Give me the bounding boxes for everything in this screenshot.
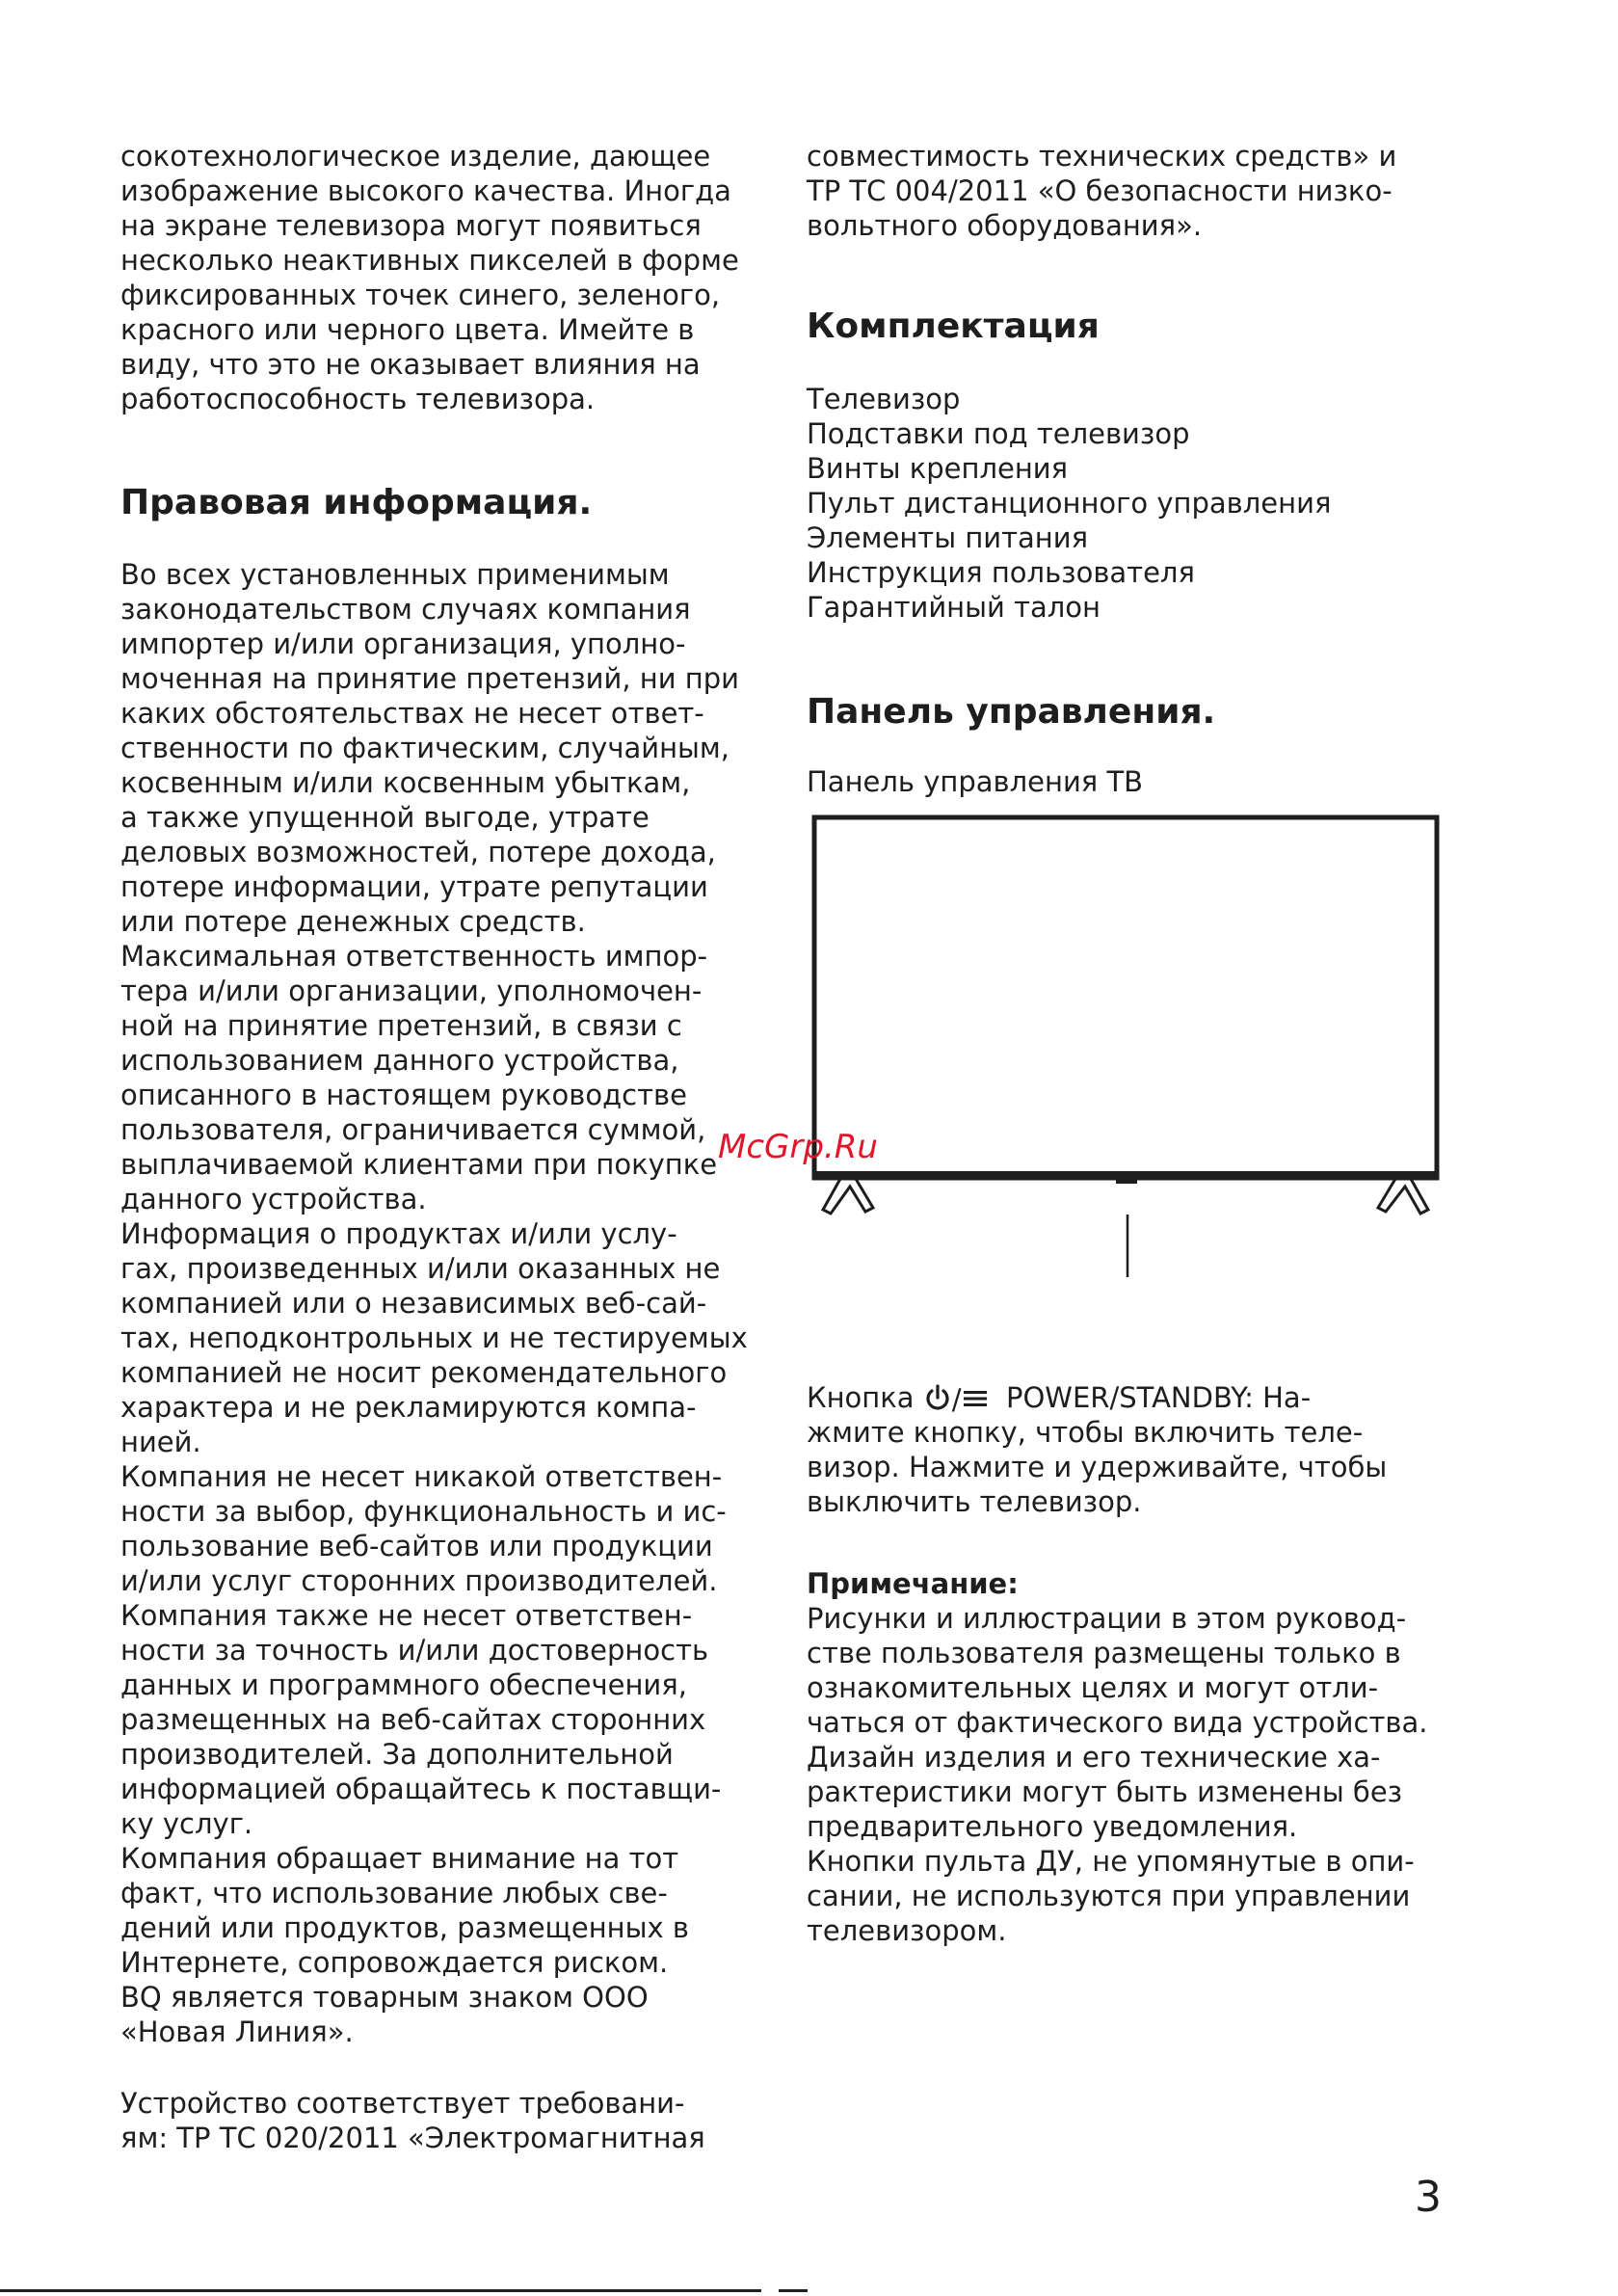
text-line: красного или черного цвета. Имейте в	[120, 313, 695, 346]
page-number: 3	[1415, 2173, 1442, 2222]
text-line: телевизором.	[807, 1914, 1007, 1947]
text-line: Максимальная ответственность импор-	[120, 940, 708, 973]
text-line: информацией обращайтесь к поставщи-	[120, 1773, 722, 1805]
text-line: размещенных на веб-сайтах сторонних	[120, 1703, 706, 1736]
button-line-first	[807, 1380, 1472, 1415]
kit-heading: Комплектация	[807, 307, 1100, 346]
text-line: предварительного уведомления.	[807, 1810, 1298, 1843]
watermark: McGrp.Ru	[718, 1128, 878, 1166]
text-line: выключить телевизор.	[807, 1485, 1142, 1518]
text-line: ям: ТР ТС 020/2011 «Электромагнитная	[120, 2122, 705, 2154]
kit-item: Пульт дистанционного управления	[807, 487, 1332, 520]
button-desc-first: POWER/STANDBY: На-	[1005, 1381, 1312, 1414]
text-line: или потере денежных средств.	[120, 905, 586, 938]
text-line: вольтного оборудования».	[807, 209, 1203, 242]
legal-heading: Правовая информация.	[120, 483, 593, 522]
text-line: фиксированных точек синего, зеленого,	[120, 279, 721, 311]
text-line: виду, что это не оказывает влияния на	[120, 348, 701, 381]
text-line: выплачиваемой клиентами при покупке	[120, 1148, 718, 1181]
text-line: жмите кнопку, чтобы включить теле-	[807, 1416, 1364, 1449]
button-separator: /	[951, 1383, 962, 1416]
button-description	[807, 1380, 1472, 1519]
text-line: потере информации, утрате репутации	[120, 870, 708, 903]
button-prefix: Кнопка	[807, 1381, 915, 1414]
legal-paragraph	[120, 557, 776, 2049]
button-icons	[923, 1382, 989, 1417]
text-line: гах, произведенных и/или оказанных не	[120, 1252, 721, 1285]
text-line: характера и не рекламируются компа-	[120, 1391, 697, 1424]
text-line: Рисунки и иллюстрации в этом руковод-	[807, 1602, 1407, 1635]
text-line: Информация о продуктах и/или услу-	[120, 1217, 677, 1250]
text-line: Компания обращает внимание на тот	[120, 1842, 679, 1875]
tv-screen-frame	[814, 817, 1437, 1178]
text-line: моченная на принятие претензий, ни при	[120, 662, 740, 695]
compliance-paragraph	[120, 2086, 776, 2155]
footer-rule	[0, 2289, 761, 2292]
note-heading: Примечание:	[807, 1567, 1019, 1600]
text-line: пользование веб-сайтов или продукции	[120, 1530, 713, 1562]
text-line: дений или продуктов, размещенных в	[120, 1911, 689, 1944]
text-line: производителей. За дополнительной	[120, 1738, 674, 1771]
text-line: пользователя, ограничивается суммой,	[120, 1113, 706, 1146]
text-line: законодательством случаях компания	[120, 593, 691, 626]
text-line: несколько неактивных пикселей в форме	[120, 244, 739, 277]
text-line: факт, что использование любых све-	[120, 1877, 668, 1909]
text-line: рактеристики могут быть изменены без	[807, 1775, 1403, 1808]
text-line: Во всех установленных применимым	[120, 558, 670, 591]
text-line: визор. Нажмите и удерживайте, чтобы	[807, 1451, 1388, 1483]
tv-stand-left	[823, 1179, 873, 1214]
kit-item: Винты крепления	[807, 452, 1069, 485]
text-line: использованием данного устройства,	[120, 1044, 679, 1077]
text-line: тах, неподконтрольных и не тестируемых	[120, 1322, 748, 1354]
text-line: сокотехнологическое изделие, дающее	[120, 140, 711, 173]
text-line: ной на принятие претензий, в связи с	[120, 1009, 682, 1042]
tv-stand-right	[1378, 1179, 1428, 1214]
tv-ir-sensor	[1116, 1179, 1137, 1184]
text-line: деловых возможностей, потере дохода,	[120, 836, 716, 868]
kit-item: Телевизор	[807, 383, 961, 415]
text-line: BQ является товарным знаком ООО	[120, 1981, 649, 2014]
panel-caption-text: Панель управления ТВ	[807, 765, 1144, 798]
panel-caption	[807, 764, 1143, 799]
text-line: а также упущенной выгоде, утрате	[120, 801, 650, 834]
kit-item: Инструкция пользователя	[807, 556, 1195, 589]
text-line: Кнопки пульта ДУ, не упомянутые в опи-	[807, 1845, 1415, 1878]
tv-illustration	[811, 814, 1447, 1277]
power-icon	[923, 1384, 952, 1413]
text-line: описанного в настоящем руководстве	[120, 1079, 687, 1111]
text-line: ственности по фактическим, случайным,	[120, 732, 730, 764]
text-line: ности за точность и/или достоверность	[120, 1634, 709, 1667]
kit-item: Подставки под телевизор	[807, 417, 1190, 450]
intro-paragraph	[120, 139, 739, 416]
panel-heading: Панель управления.	[807, 692, 1216, 732]
text-line: каких обстоятельствах не несет ответ-	[120, 697, 704, 730]
text-line: данных и программного обеспечения,	[120, 1669, 687, 1701]
text-line: косвенным и/или косвенным убыткам,	[120, 766, 691, 799]
text-line: Интернете, сопровождается риском.	[120, 1946, 669, 1979]
text-line: компанией не носит рекомендательного	[120, 1356, 728, 1389]
note-paragraph	[807, 1601, 1472, 1948]
text-line: и/или услуг сторонних производителей.	[120, 1564, 718, 1597]
text-line: ознакомительных целях и могут отли-	[807, 1671, 1379, 1704]
text-line: «Новая Линия».	[120, 2016, 354, 2048]
text-line: Компания также не несет ответствен-	[120, 1599, 693, 1632]
text-line: данного устройства.	[120, 1183, 427, 1215]
text-line: тера и/или организации, уполномочен-	[120, 974, 703, 1007]
text-line: сании, не используются при управлении	[807, 1880, 1411, 1912]
menu-icon	[962, 1385, 989, 1412]
text-line: компанией или о независимых веб-сай-	[120, 1287, 707, 1320]
footer-rule-short	[779, 2289, 808, 2292]
text-line: работоспособность телевизора.	[120, 383, 596, 415]
text-line: совместимость технических средств» и	[807, 140, 1397, 173]
text-line: нией.	[120, 1426, 201, 1458]
text-line: стве пользователя размещены только в	[807, 1637, 1401, 1669]
text-line: на экране телевизора могут появиться	[120, 209, 702, 242]
text-line: ности за выбор, функциональность и ис-	[120, 1495, 727, 1528]
kit-item: Гарантийный талон	[807, 591, 1101, 624]
text-line: изображение высокого качества. Иногда	[120, 174, 731, 207]
text-line: импортер и/или организация, уполно-	[120, 627, 686, 660]
text-line: чаться от фактического вида устройства.	[807, 1706, 1428, 1739]
text-line: ТР ТС 004/2011 «О безопасности низко-	[807, 174, 1393, 207]
text-line: Компания не несет никакой ответствен-	[120, 1460, 723, 1493]
text-line: ку услуг.	[120, 1807, 253, 1840]
kit-list	[807, 382, 1472, 625]
tv-bottom-bezel	[814, 1171, 1437, 1179]
text-line: Дизайн изделия и его технические ха-	[807, 1741, 1381, 1774]
compliance-continued	[807, 139, 1472, 243]
text-line: Устройство соответствует требовани-	[120, 2087, 685, 2120]
kit-item: Элементы питания	[807, 521, 1089, 554]
